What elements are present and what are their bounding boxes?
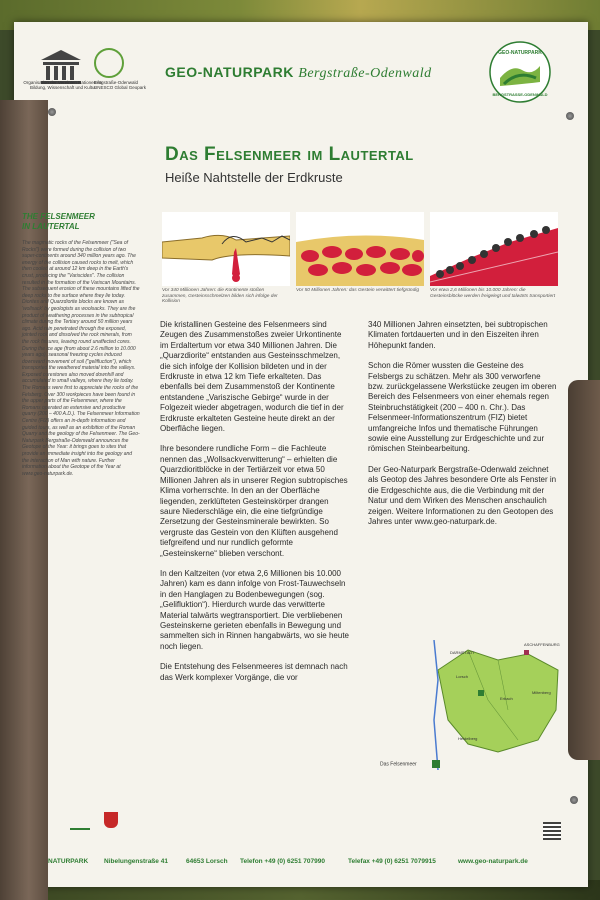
body-column-left bbox=[160, 320, 350, 693]
footer-phone: Telefon +49 (0) 6251 707990 bbox=[240, 858, 325, 865]
map-place: Erbach bbox=[500, 696, 513, 701]
paragraph: Der Geo-Naturpark Bergstraße-Odenwald zeichnet als Geotop des Jahres besondere Orte als Fenster in die Erdgeschichte aus, die die Verbindung mit der Natur und dem Wirken des Menschen anschaulich zeigen. Weitere Informationen zu den Geotopen des Jahres unter www.geo-naturpark.de. bbox=[368, 464, 557, 526]
partner-logo bbox=[70, 812, 90, 830]
paragraph: Die Entstehung des Felsenmeeres ist demnach nach das Werk komplexer Vorgänge, die vor bbox=[160, 662, 348, 682]
header-region: Bergstraße-Odenwald bbox=[298, 66, 432, 81]
side-title bbox=[22, 212, 95, 232]
footer-web: www.geo-naturpark.de bbox=[458, 858, 528, 865]
global-geopark-caption: Bergstraße-Odenwald UNESCO Global Geopark bbox=[94, 80, 147, 90]
map-place: Miltenberg bbox=[532, 690, 551, 695]
main-title: Das Felsenmeer im Lautertal bbox=[165, 144, 414, 165]
header-title bbox=[165, 64, 432, 82]
footer-fax: Telefax +49 (0) 6251 7079915 bbox=[348, 858, 436, 865]
body-column-right bbox=[368, 320, 558, 537]
screw bbox=[566, 112, 574, 120]
diagram-caption: Vor etwa 2,6 Millionen bis 10.000 Jahren: die Gesteinsblöcke werden freigelegt und talwärts transportiert bbox=[430, 288, 556, 299]
footer-brand: NATURPARK bbox=[48, 858, 89, 865]
paragraph: Ihre besondere rundliche Form – die Fachleute nennen das „Wollsackverwitterung“ – erhielten die Quarzdioritblöcke in der Tertiärzeit vor etwa 50 Millionen Jahren als in unserer Region subtropisches Klima vorherrschte. In den an der Oberfläche liegenden, zerklüfteten Gesteinskörper drangen saure Niederschläge ein, die eine tiefgründige Zersetzung der Gesteinsminerale bewirkten. So vergruste das Gestein von den Klüften ausgehend tiefgreifend und nur rundlich geformte „Gesteinskerne“ blieben verschont. bbox=[160, 444, 348, 558]
diagram-caption: Vor 340 Millionen Jahren: die Kontinente stoßen zusammen, Gesteinsschmelzen bilden sich infolge der Kollision bbox=[162, 288, 278, 305]
paragraph: Die kristallinen Gesteine des Felsenmeers sind Zeugen des Zusammenstoßes zweier Urkontinente im Erdaltertum vor etwa 340 Millionen Jahren. Die „Quarzdiorite“ entstanden aus Gesteinsschmelzen, die sich infolge der Kollision bildeten und in der Erdkruste in etwa 12 km Tiefe erkalteten. Das ebenfalls bei dem Zusammenstoß der Kontinente entstandene „Variszische Gebirge“ wurde in der Folgezeit wieder abgetragen, wodurch die tief in der Erdkruste erkalteten Gesteine heute direkt an der Oberfläche liegen. bbox=[160, 320, 344, 434]
map-legend-text: Das Felsenmeer bbox=[380, 761, 417, 768]
paragraph: Schon die Römer wussten die Gesteine des Felsbergs zu schätzen. Mehr als 300 verworfene bzw. zurückgelassene Werkstücke zeugen im oberen Bereich des Felsenmeers von einer ehemals regen Steinbruchstätigkeit (200 – 400 n. Chr.). Das Felsenmeer-Informationszentrum (FIZ) bietet umfangreiche Infos und thematische Führungen sowie eine Ausstellung zur Erdgeschichte und zur römischen Steinbearbeitung. bbox=[368, 361, 557, 454]
header-brand: GEO-NATURPARK bbox=[165, 64, 294, 80]
diagram-collision bbox=[162, 212, 290, 286]
paragraph: In den Kaltzeiten (vor etwa 2,6 Millionen bis 10.000 Jahren) kam es dann infolge von Frost-Tauwechseln in den Hanglagen zu Bodenbewegungen (sog. „Gelifluktion“). Hierdurch wurde das verwitterte Material talwärts wegtransportiert. Die verbliebenen Gesteinskerne gerieten ebenfalls in Bewegung und sammelten sich in Rinnen hangabwärts, wo sie heute noch liegen. bbox=[160, 568, 349, 651]
diagram-caption: Vor 50 Millionen Jahren: das Gestein verwittert tiefgründig bbox=[296, 288, 420, 293]
wooden-post-right bbox=[568, 380, 600, 760]
qr-code bbox=[543, 822, 561, 840]
screw bbox=[48, 108, 56, 116]
subtitle: Heiße Nahtstelle der Erdkruste bbox=[165, 170, 343, 185]
screw bbox=[570, 796, 578, 804]
map-place: ASCHAFFENBURG bbox=[524, 642, 560, 647]
global-geopark-logo bbox=[94, 48, 124, 78]
logo-top-text: GEO-NATURPARK bbox=[498, 50, 542, 56]
map-place: DARMSTADT bbox=[450, 650, 475, 655]
map-legend bbox=[380, 760, 440, 768]
logo-bottom-text: BERGSTRASSE-ODENWALD bbox=[492, 92, 548, 97]
diagram-transport bbox=[430, 212, 558, 286]
geo-naturpark-logo bbox=[488, 40, 552, 104]
map-place: Heidelberg bbox=[458, 736, 478, 741]
side-text: The magmatic rocks of the Felsenmeer ("Sea of Rocks") were formed during the collision of two super-continents around 340 million years ago. The energy of the collision caused rocks to melt, which then cooled at around 12 km deep in the Earth's crust, producing the "Variscides". The collision resulted in the formation of the Variscan Mountains. The subsequent erosion of these mountains lifted the deep rocks to the surface where they lie today. Diorites and Quarzdiorite blocks are known as 'wollsack' by geologists as woolsacks. They are the product of weathering processes in the subtropical climate during the Tertiary around 50 million years ago. Acid rain penetrated through the exposed, jointed rock and dissolved the rock minerals, from the rock fissures, leaving round unaffected cores. During the ice age (from about 2.6 million to 10.000 years ago), seasonal freezing cycles induced downward movement of soil ("gelifluction"), which transported the weathered material into the valleys. Exposed corestones also moved downhill and accumulated in small valleys, where they lie today. The Romans were first to appreciate the rocks of the Felsberg. Over 300 workpieces have been found in the upper parts of the Felsenmeer, where the Romans operated an extensive and productive quarry (200 – 400 A.D.). The Felsenmeer Information Centre (FIZ) offers an in-depth information and guided tours, as well as an exhibition of the Roman Quarry and the geology of the Felsenmeer. The Geo-Naturpark Bergstraße-Odenwald announces the Geotope of the Year: it brings goes to sites that provide an immediate insight into the geology and the interaction of Man with nature. Further information about the Geotope of the Year at www.geo-naturpark.de. bbox=[22, 240, 140, 477]
diagram-weathering bbox=[296, 212, 424, 286]
side-title-line: THE FELSENMEER bbox=[22, 212, 95, 221]
map-legend-marker bbox=[432, 760, 440, 768]
coat-of-arms-icon bbox=[104, 812, 118, 828]
unesco-caption: Organisation der Vereinten Nationen für Bildung, Wissenschaft und Kultur bbox=[23, 80, 103, 90]
footer-city: 64653 Lorsch bbox=[186, 858, 228, 865]
footer-address: Nibelungenstraße 41 bbox=[104, 858, 168, 865]
paragraph: 340 Millionen Jahren einsetzten, bei subtropischen Klimaten fortdauerten und in den Eiszeiten ihren Höhepunkt fanden. bbox=[368, 320, 548, 350]
map-place: Lorsch bbox=[456, 674, 469, 679]
side-title-line: IN LAUTERTAL bbox=[22, 222, 80, 231]
region-map bbox=[428, 640, 568, 770]
